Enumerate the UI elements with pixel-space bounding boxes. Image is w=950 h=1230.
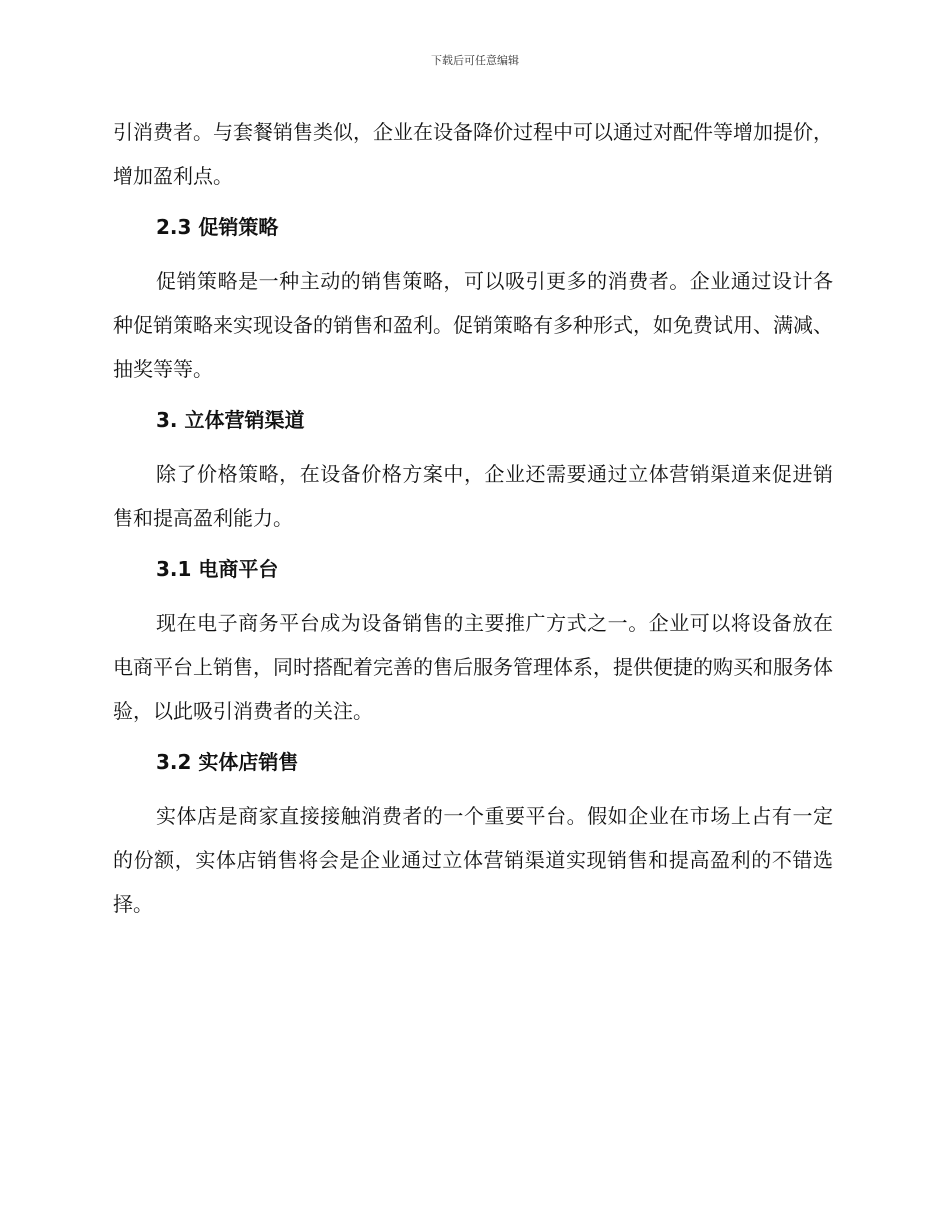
paragraph-intro: 引消费者。与套餐销售类似，企业在设备降价过程中可以通过对配件等增加提价，增加盈利点。 — [113, 120, 833, 188]
paragraph-3-1: 现在电子商务平台成为设备销售的主要推广方式之一。企业可以将设备放在电商平台上销售，同时搭配着完善的售后服务管理体系，提供便捷的购买和服务体验，以此吸引消费者的关注。 — [113, 611, 833, 723]
paragraph-3-2: 实体店是商家直接接触消费者的一个重要平台。假如企业在市场上占有一定的份额，实体店销售将会是企业通过立体营销渠道实现销售和提高盈利的不错选择。 — [113, 804, 833, 916]
page-header: 下载后可任意编辑 — [431, 54, 519, 67]
heading-3-2: 3.2 实体店销售 — [156, 750, 299, 774]
document-body — [113, 110, 833, 926]
heading-3: 3. 立体营销渠道 — [156, 408, 305, 432]
heading-3-1: 3.1 电商平台 — [156, 557, 279, 581]
paragraph-3: 除了价格策略，在设备价格方案中，企业还需要通过立体营销渠道来促进销售和提高盈利能力。 — [113, 462, 833, 530]
heading-2-3: 2.3 促销策略 — [156, 215, 279, 239]
paragraph-2-3: 促销策略是一种主动的销售策略，可以吸引更多的消费者。企业通过设计各种促销策略来实现设备的销售和盈利。促销策略有多种形式，如免费试用、满减、抽奖等等。 — [113, 269, 833, 381]
